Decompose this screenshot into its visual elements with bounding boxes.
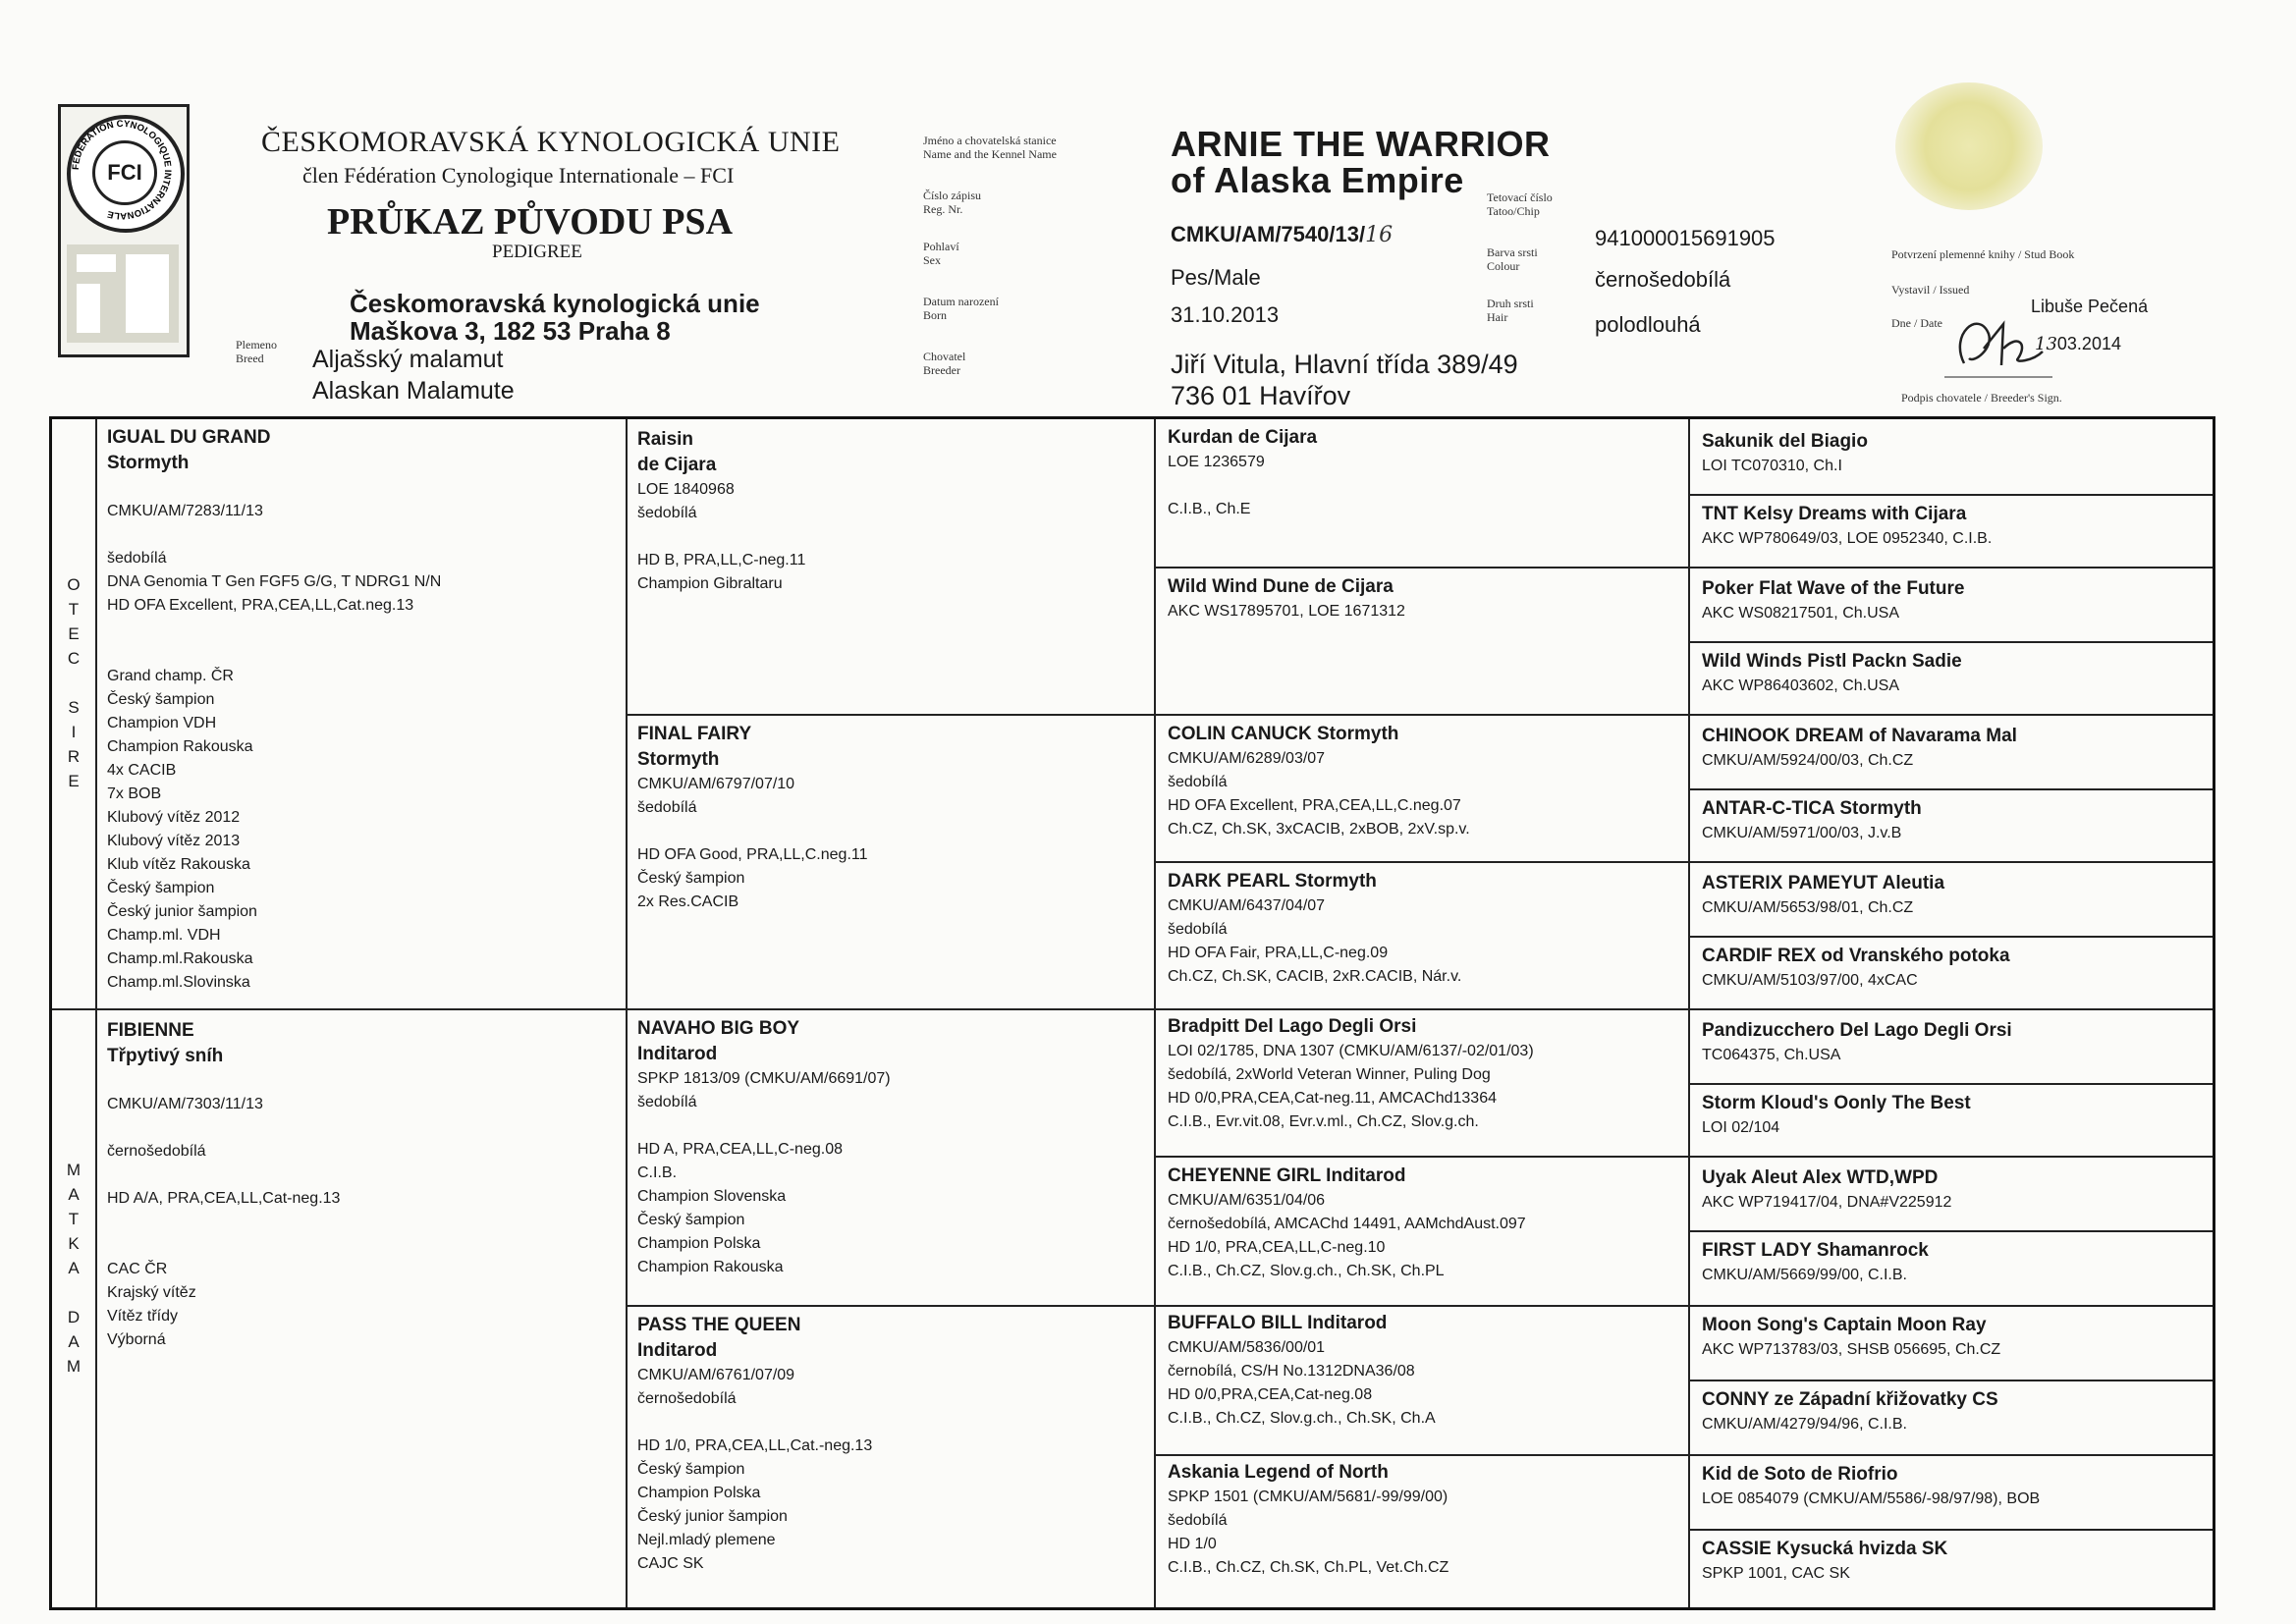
detail-line: CMKU/AM/5103/97/00, 4xCAC: [1702, 972, 1918, 989]
detail-line: HD OFA Excellent, PRA,CEA,LL,C.neg.07: [1168, 797, 1461, 814]
detail-line: LOI 02/1785, DNA 1307 (CMKU/AM/6137/-02/01/03): [1168, 1043, 1534, 1059]
detail-line: Champ.ml.Slovinska: [107, 974, 250, 991]
dog-name-line: Sakunik del Biagio: [1702, 431, 1868, 452]
kennel-label: Jméno a chovatelská stanice Name and the Kennel Name: [923, 134, 1057, 161]
detail-line: HD B, PRA,LL,C-neg.11: [637, 552, 806, 568]
stud-book-label: Potvrzení plemenné knihy / Stud Book: [1891, 247, 2075, 261]
dog-name-line: Moon Song's Captain Moon Ray: [1702, 1315, 1987, 1335]
detail-line: HD 0/0,PRA,CEA,Cat-neg.11, AMCAChd13364: [1168, 1090, 1497, 1107]
detail-line: Český šampion: [107, 691, 215, 708]
dog-name-line: Askania Legend of North: [1168, 1462, 1389, 1483]
breeder-label: Chovatel Breeder: [923, 350, 966, 377]
sign-label: Podpis chovatele / Breeder's Sign.: [1901, 391, 2062, 405]
detail-line: Grand champ. ČR: [107, 668, 234, 684]
detail-line: CMKU/AM/4279/94/96, C.I.B.: [1702, 1416, 1907, 1433]
dog-name-line: CARDIF REX od Vranského potoka: [1702, 946, 2010, 966]
detail-line: CMKU/AM/6289/03/07: [1168, 750, 1326, 767]
detail-line: [107, 523, 618, 547]
colour-label: Barva srsti Colour: [1487, 245, 1538, 273]
chip-value: 941000015691905: [1595, 226, 1776, 250]
great-grandparent-cell: [1168, 425, 1682, 521]
dog-name-line: Bradpitt Del Lago Degli Orsi: [1168, 1016, 1417, 1037]
fci-ring-text: FEDERATION CYNOLOGIQUE INTERNATIONALE: [70, 118, 174, 222]
great-grandparent-cell: [1168, 869, 1682, 989]
detail-line: HD A, PRA,CEA,LL,C-neg.08: [637, 1141, 843, 1158]
detail-line: Champion VDH: [107, 715, 217, 731]
detail-line: Champ.ml. VDH: [107, 927, 221, 944]
dog-name-line: PASS THE QUEEN: [637, 1315, 801, 1335]
dog-name-line: Kid de Soto de Riofrio: [1702, 1464, 1898, 1485]
detail-line: černošedobílá: [107, 1143, 206, 1160]
detail-line: LOE 0854079 (CMKU/AM/5586/-98/97/98), BOB: [1702, 1490, 2041, 1507]
detail-line: Klubový vítěz 2012: [107, 809, 241, 826]
detail-line: Český šampion: [637, 870, 745, 887]
detail-line: CMKU/AM/5653/98/01, Ch.CZ: [1702, 899, 1914, 916]
dog-name-line: FIRST LADY Shamanrock: [1702, 1240, 1929, 1261]
detail-line: [1168, 474, 1682, 498]
detail-line: Nejl.mladý plemene: [637, 1532, 776, 1548]
cmku-flag-icon: [67, 244, 179, 343]
detail-line: 7x BOB: [107, 785, 162, 802]
detail-line: SPKP 1001, CAC SK: [1702, 1565, 1850, 1582]
dog-name-line: FINAL FAIRY: [637, 724, 752, 744]
dog-name-line: CONNY ze Západní křižovatky CS: [1702, 1389, 1998, 1410]
pedigree-table: [49, 416, 2215, 1610]
detail-line: AKC WP780649/03, LOE 0952340, C.I.B.: [1702, 530, 1993, 547]
org-member: člen Fédération Cynologique Internationale – FCI: [302, 163, 735, 188]
fci-logo: [58, 104, 190, 357]
detail-line: HD OFA Fair, PRA,LL,C-neg.09: [1168, 945, 1389, 961]
gggp-cell: [1702, 871, 2209, 920]
org-address-street: Maškova 3, 182 53 Praha 8: [350, 316, 671, 346]
detail-line: SPKP 1813/09 (CMKU/AM/6691/07): [637, 1070, 891, 1087]
detail-line: CMKU/AM/7303/11/13: [107, 1096, 263, 1112]
fci-emblem: [67, 115, 185, 233]
dog-name-line: CHINOOK DREAM of Navarama Mal: [1702, 726, 2017, 746]
dog-name-line: TNT Kelsy Dreams with Cijara: [1702, 504, 1967, 524]
dog-name-line: Poker Flat Wave of the Future: [1702, 578, 1965, 599]
gggp-cell: [1702, 1165, 2209, 1215]
dog-name-line: ANTAR-C-TICA Stormyth: [1702, 798, 1922, 819]
detail-line: DNA Genomia T Gen FGF5 G/G, T NDRG1 N/N: [107, 573, 442, 590]
detail-line: [637, 1411, 1148, 1435]
colour-value: černošedobílá: [1595, 267, 1731, 292]
chip-label: Tetovací číslo Tatoo/Chip: [1487, 190, 1553, 218]
detail-line: C.I.B., Ch.CZ, Ch.SK, Ch.PL, Vet.Ch.CZ: [1168, 1559, 1449, 1576]
dog-name-line: NAVAHO BIG BOY: [637, 1018, 800, 1039]
great-grandparent-cell: [1168, 1164, 1682, 1283]
detail-line: Vítěz třídy: [107, 1308, 179, 1325]
dog-name-line: Uyak Aleut Alex WTD,WPD: [1702, 1167, 1939, 1188]
breed-en: Alaskan Malamute: [312, 377, 515, 405]
detail-line: černošedobílá: [637, 1390, 737, 1407]
great-grandparent-cell: [1168, 1014, 1682, 1134]
dog-name-line: CHEYENNE GIRL Inditarod: [1168, 1165, 1406, 1186]
dog-name-line: Kurdan de Cijara: [1168, 427, 1318, 448]
detail-line: Český šampion: [107, 880, 215, 896]
gggp-cell: [1702, 1018, 2209, 1067]
detail-line: HD OFA Excellent, PRA,CEA,LL,Cat.neg.13: [107, 597, 414, 614]
sex-value: Pes/Male: [1171, 265, 1261, 290]
gggp-cell: [1702, 1313, 2209, 1362]
gggp-cell: [1702, 796, 2209, 845]
detail-line: LOE 1236579: [1168, 454, 1265, 470]
detail-line: CMKU/AM/6351/04/06: [1168, 1192, 1326, 1209]
detail-line: [107, 476, 618, 500]
great-grandparent-cell: [1168, 722, 1682, 841]
detail-line: Český šampion: [637, 1212, 745, 1228]
detail-line: černošedobílá, AMCAChd 14491, AAMchdAust.097: [1168, 1216, 1526, 1232]
detail-line: CMKU/AM/5836/00/01: [1168, 1339, 1326, 1356]
detail-line: C.I.B.: [637, 1164, 678, 1181]
detail-line: CMKU/AM/6797/07/10: [637, 776, 795, 792]
detail-line: Český junior šampion: [637, 1508, 788, 1525]
dog-name-line: BUFFALO BILL Inditarod: [1168, 1313, 1388, 1333]
issue-date: 1303.2014: [2035, 334, 2121, 354]
gggp-cell: [1702, 1387, 2209, 1436]
hair-label: Druh srsti Hair: [1487, 297, 1534, 324]
hair-value: polodlouhá: [1595, 312, 1701, 337]
detail-line: CMKU/AM/7283/11/13: [107, 503, 263, 519]
detail-line: CAJC SK: [637, 1555, 704, 1572]
detail-line: šedobílá: [1168, 774, 1228, 790]
detail-line: Český šampion: [637, 1461, 745, 1478]
detail-line: [107, 1069, 618, 1093]
dog-name-line: Stormyth: [637, 749, 720, 770]
born-value: 31.10.2013: [1171, 302, 1280, 327]
detail-line: šedobílá: [1168, 1512, 1228, 1529]
reg-number: CMKU/AM/7540/13/16: [1171, 222, 1394, 247]
detail-line: HD OFA Good, PRA,LL,C.neg.11: [637, 846, 868, 863]
detail-line: C.I.B., Evr.vit.08, Evr.v.ml., Ch.CZ, Slov.g.ch.: [1168, 1113, 1479, 1130]
gggp-cell: [1702, 944, 2209, 993]
detail-line: CMKU/AM/6437/04/07: [1168, 897, 1326, 914]
dog-name: ARNIE THE WARRIOR: [1171, 124, 1551, 164]
dog-name-line: Třpytivý sníh: [107, 1046, 224, 1066]
detail-line: [637, 1114, 1148, 1138]
detail-line: CMKU/AM/5669/99/00, C.I.B.: [1702, 1267, 1907, 1283]
dam-cell: [107, 1018, 618, 1352]
detail-line: TC064375, Ch.USA: [1702, 1047, 1841, 1063]
detail-line: C.I.B., Ch.CZ, Slov.g.ch., Ch.SK, Ch.PL: [1168, 1263, 1445, 1279]
detail-line: Klubový vítěz 2013: [107, 833, 241, 849]
sire-cell: [107, 425, 618, 995]
grandparent-cell: [637, 1313, 1148, 1576]
dog-name-line: de Cijara: [637, 455, 717, 475]
breed-cz: Aljašský malamut: [312, 346, 504, 373]
detail-line: LOI TC070310, Ch.I: [1702, 458, 1842, 474]
dog-kennel: of Alaska Empire: [1171, 160, 1464, 200]
detail-line: Krajský vítěz: [107, 1284, 196, 1301]
detail-line: AKC WP719417/04, DNA#V225912: [1702, 1194, 1952, 1211]
detail-line: Champion Rakouska: [107, 738, 253, 755]
detail-line: Champion Rakouska: [637, 1259, 784, 1275]
detail-line: 2x Res.CACIB: [637, 893, 739, 910]
detail-line: šedobílá: [1168, 921, 1228, 938]
dog-name-line: IGUAL DU GRAND: [107, 427, 271, 448]
detail-line: HD A/A, PRA,CEA,LL,Cat-neg.13: [107, 1190, 341, 1207]
detail-line: [637, 525, 1148, 549]
dog-name-line: Pandizucchero Del Lago Degli Orsi: [1702, 1020, 2012, 1041]
reg-label: Číslo zápisu Reg. Nr.: [923, 189, 981, 216]
dog-name-line: Inditarod: [637, 1340, 718, 1361]
great-grandparent-cell: [1168, 1311, 1682, 1431]
gggp-cell: [1702, 429, 2209, 478]
detail-line: HD 0/0,PRA,CEA,Cat-neg.08: [1168, 1386, 1373, 1403]
dog-name-line: Wild Wind Dune de Cijara: [1168, 576, 1394, 597]
detail-line: HD 1/0: [1168, 1536, 1217, 1552]
gggp-cell: [1702, 1238, 2209, 1287]
stud-book-stamp: [1895, 82, 2043, 210]
grandparent-cell: [637, 1016, 1148, 1279]
gggp-cell: [1702, 502, 2209, 551]
detail-line: Champion Polska: [637, 1235, 761, 1252]
detail-line: [107, 1164, 618, 1187]
breeder-signature: [1944, 304, 2052, 383]
issued-label: Vystavil / Issued: [1891, 283, 1970, 297]
detail-line: šedobílá: [637, 505, 697, 521]
dog-name-line: Stormyth: [107, 453, 190, 473]
doc-title: PRŮKAZ PŮVODU PSA: [327, 201, 734, 243]
grandparent-cell: [637, 722, 1148, 914]
detail-line: [107, 1234, 618, 1258]
detail-line: Výborná: [107, 1331, 166, 1348]
fci-emblem-text: FCI: [92, 140, 157, 205]
dog-name-line: Wild Winds Pistl Packn Sadie: [1702, 651, 1962, 672]
reg-number-handwritten: 16: [1365, 223, 1394, 247]
issued-by: Libuše Pečená: [2031, 297, 2149, 316]
dog-name-line: FIBIENNE: [107, 1020, 194, 1041]
gggp-cell: [1702, 1091, 2209, 1140]
breeder-address: 736 01 Havířov: [1171, 381, 1351, 410]
detail-line: Český junior šampion: [107, 903, 257, 920]
great-grandparent-cell: [1168, 1460, 1682, 1580]
detail-line: HD 1/0, PRA,CEA,LL,C-neg.10: [1168, 1239, 1386, 1256]
dog-name-line: Storm Kloud's Oonly The Best: [1702, 1093, 1971, 1113]
issue-date-handwritten: 13: [2035, 334, 2057, 354]
detail-line: černobílá, CS/H No.1312DNA36/08: [1168, 1363, 1415, 1380]
detail-line: C.I.B., Ch.E: [1168, 501, 1251, 517]
dog-name-line: Inditarod: [637, 1044, 718, 1064]
grandparent-cell: [637, 427, 1148, 596]
detail-line: [637, 820, 1148, 843]
detail-line: CMKU/AM/5924/00/03, Ch.CZ: [1702, 752, 1914, 769]
gggp-cell: [1702, 724, 2209, 773]
detail-line: CAC ČR: [107, 1261, 168, 1277]
breeder-name: Jiří Vitula, Hlavní třída 389/49: [1171, 350, 1518, 379]
detail-line: Ch.CZ, Ch.SK, 3xCACIB, 2xBOB, 2xV.sp.v.: [1168, 821, 1470, 838]
dog-name-line: COLIN CANUCK Stormyth: [1168, 724, 1399, 744]
detail-line: Champion Slovenska: [637, 1188, 787, 1205]
org-name: ČESKOMORAVSKÁ KYNOLOGICKÁ UNIE: [261, 126, 841, 158]
gggp-cell: [1702, 649, 2209, 698]
detail-line: AKC WS08217501, Ch.USA: [1702, 605, 1899, 622]
detail-line: [107, 1211, 618, 1234]
sex-label: Pohlaví Sex: [923, 240, 959, 267]
detail-line: AKC WS17895701, LOE 1671312: [1168, 603, 1405, 620]
detail-line: CMKU/AM/5971/00/03, J.v.B: [1702, 825, 1902, 841]
detail-line: šedobílá: [637, 1094, 697, 1110]
detail-line: šedobílá: [107, 550, 167, 567]
detail-line: [107, 618, 618, 641]
dog-name-line: CASSIE Kysucká hvizda SK: [1702, 1539, 1948, 1559]
detail-line: C.I.B., Ch.CZ, Slov.g.ch., Ch.SK, Ch.A: [1168, 1410, 1436, 1427]
detail-line: [107, 641, 618, 665]
detail-line: AKC WP86403602, Ch.USA: [1702, 677, 1899, 694]
date-label: Dne / Date: [1891, 316, 1942, 330]
detail-line: Champion Gibraltaru: [637, 575, 783, 592]
detail-line: LOI 02/104: [1702, 1119, 1780, 1136]
breed-label: Plemeno Breed: [236, 338, 277, 365]
dog-name-line: ASTERIX PAMEYUT Aleutia: [1702, 873, 1945, 893]
great-grandparent-cell: [1168, 574, 1682, 623]
gggp-cell: [1702, 1462, 2209, 1511]
detail-line: LOE 1840968: [637, 481, 735, 498]
dog-name-line: Raisin: [637, 429, 694, 450]
gggp-cell: [1702, 576, 2209, 625]
detail-line: Ch.CZ, Ch.SK, CACIB, 2xR.CACIB, Nár.v.: [1168, 968, 1462, 985]
detail-line: Champ.ml.Rakouska: [107, 950, 253, 967]
detail-line: CMKU/AM/6761/07/09: [637, 1367, 795, 1383]
born-label: Datum narození Born: [923, 295, 999, 322]
detail-line: Champion Polska: [637, 1485, 761, 1501]
gggp-cell: [1702, 1537, 2209, 1586]
detail-line: [107, 1116, 618, 1140]
sire-side-label: O T E C S I R E: [67, 575, 81, 790]
dog-name-line: DARK PEARL Stormyth: [1168, 871, 1377, 892]
detail-line: AKC WP713783/03, SHSB 056695, Ch.CZ: [1702, 1341, 2001, 1358]
detail-line: šedobílá: [637, 799, 697, 816]
detail-line: HD 1/0, PRA,CEA,LL,Cat.-neg.13: [637, 1437, 873, 1454]
detail-line: 4x CACIB: [107, 762, 177, 779]
org-address-name: Českomoravská kynologická unie: [350, 289, 760, 318]
detail-line: Klub vítěz Rakouska: [107, 856, 250, 873]
dam-side-label: M A T K A D A M: [66, 1161, 82, 1376]
doc-subtitle: PEDIGREE: [492, 242, 582, 262]
detail-line: šedobílá, 2xWorld Veteran Winner, Puling Dog: [1168, 1066, 1491, 1083]
detail-line: SPKP 1501 (CMKU/AM/5681/-99/99/00): [1168, 1489, 1449, 1505]
